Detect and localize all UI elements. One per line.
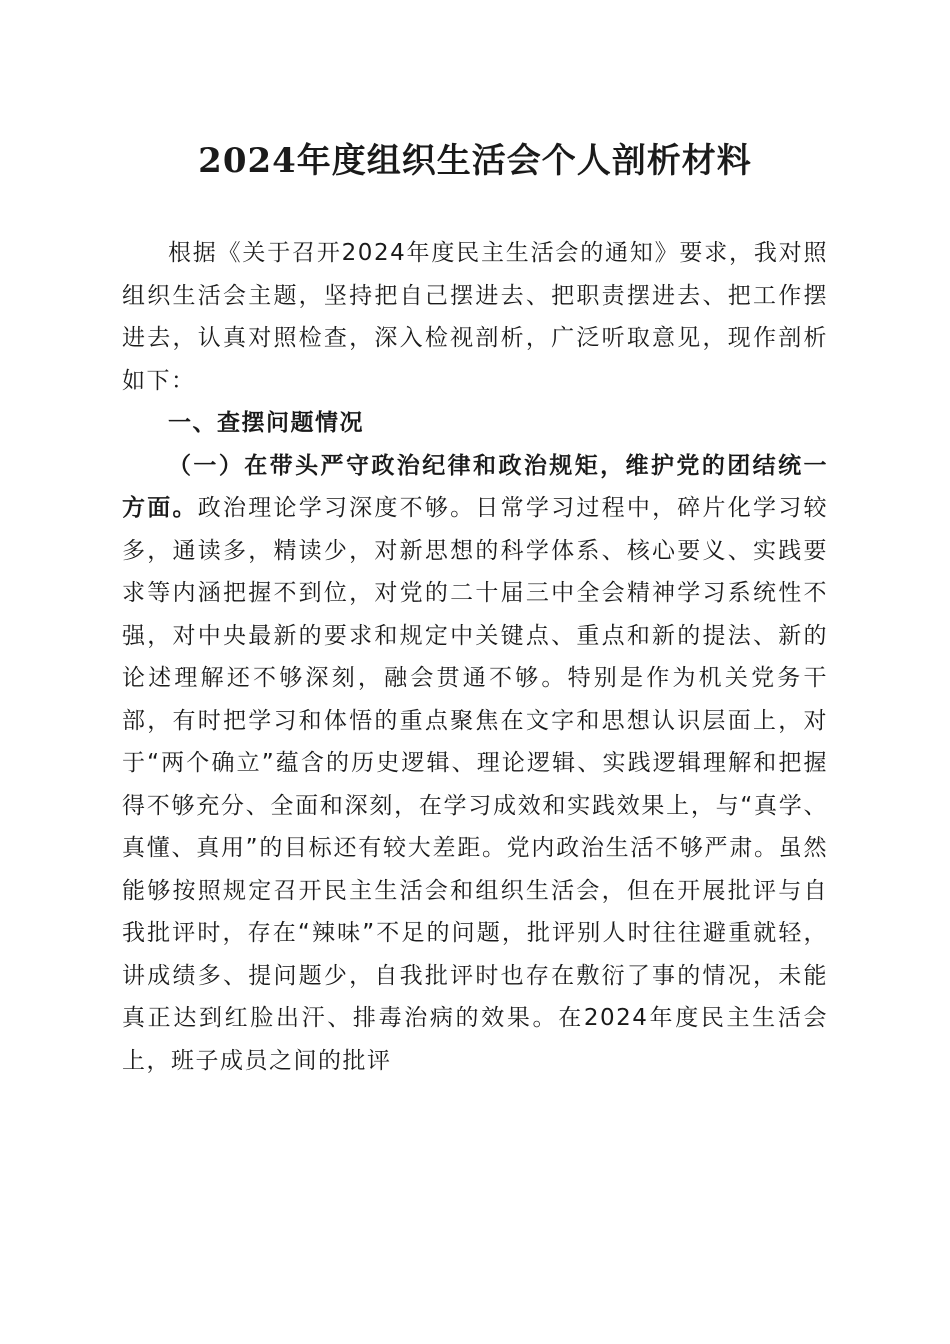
subsection-body: 政治理论学习深度不够。日常学习过程中，碎片化学习较多，通读多，精读少，对新思想的科学体系、核心要义、实践要求等内涵把握不到位，对党的二十届三中全会精神学习系统性不强，对中央最新的要求和规定中关键点、重点和新的提法、新的论述理解还不够深刻，融会贯通不够。特别是作为机关党务干部，有时把学习和体悟的重点聚焦在文字和思想认识层面上，对于“两个确立”蕴含的历史逻辑、理论逻辑、实践逻辑理解和把握得不够充分、全面和深刻，在学习成效和实践效果上，与“真学、真懂、真用”的目标还有较大差距。党内政治生活不够严肃。虽然能够按照规定召开民主生活会和组织生活会，但在开展批评与自我批评时，存在“辣味”不足的问题，批评别人时往往避重就轻，讲成绩多、提问题少，自我批评时也存在敷衍了事的情况，未能真正达到红脸出汗、排毒治病的效果。在2024年度民主生活会上，班子成员之间的批评 bbox=[122, 495, 829, 1074]
intro-paragraph: 根据《关于召开2024年度民主生活会的通知》要求，我对照组织生活会主题，坚持把自己摆进去、把职责摆进去、把工作摆进去，认真对照检查，深入检视剖析，广泛听取意见，现作剖析如下： bbox=[122, 240, 828, 394]
subsection-lead: （一）在带头严守政治纪律和政治规矩，维护党的团结统一方面。 bbox=[122, 451, 828, 521]
document-title: 2024年度组织生活会个人剖析材料 bbox=[198, 141, 752, 181]
subsection-paragraph bbox=[122, 445, 828, 1083]
section-heading: 一、查摆问题情况 bbox=[168, 410, 364, 436]
document-body bbox=[122, 232, 828, 1082]
